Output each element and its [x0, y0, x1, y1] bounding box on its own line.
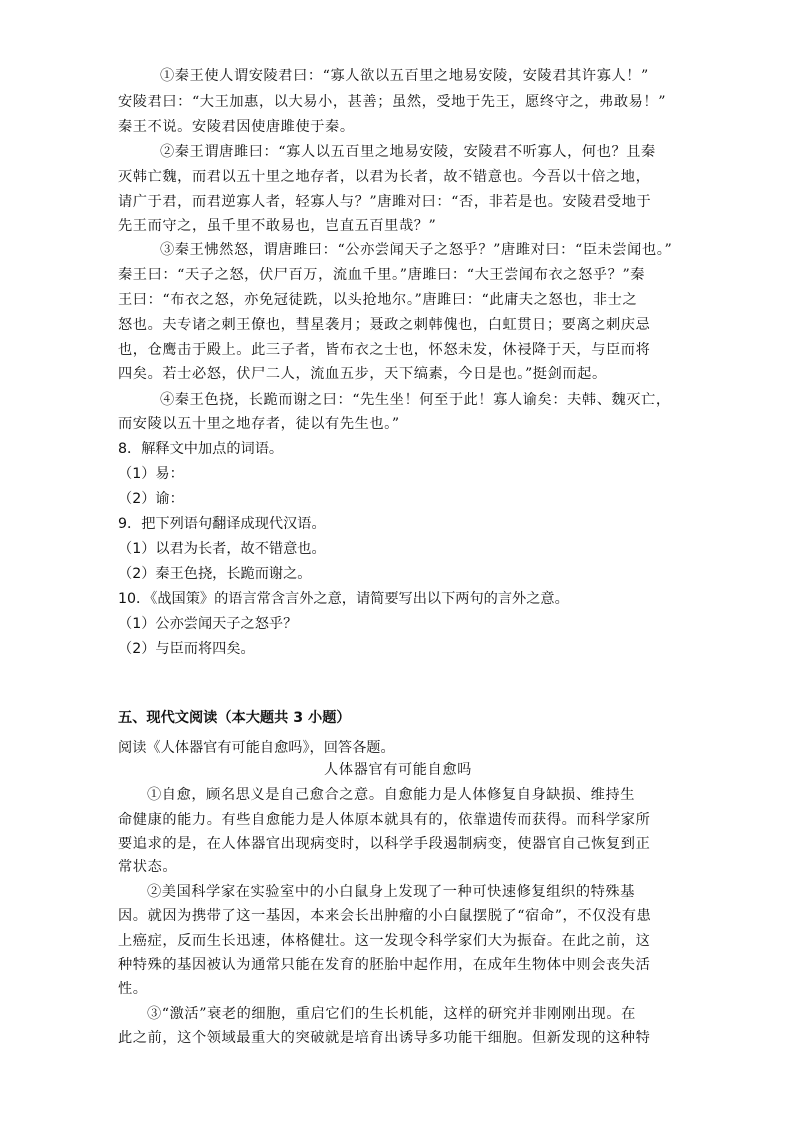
question-8-item-1: （1）易：: [118, 466, 184, 482]
passage-paragraph-3-line-2: 秦王曰：“天子之怒，伏尸百万，流血千里。”唐雎曰：“大王尝闻布衣之怒乎？”秦: [118, 267, 646, 283]
article-paragraph-2-line-4: 种特殊的基因被认为通常只能在发育的胚胎中起作用，在成年生物体中则会丧失活: [118, 957, 651, 973]
passage-paragraph-1-line-2: 安陵君曰：“大王加惠，以大易小，甚善；虽然，受地于先王，愿终守之，弗敢易！”: [118, 94, 667, 110]
article-paragraph-2-line-3: 上癌症，反而生长迅速，体格健壮。这一发现令科学家们大为振奋。在此之前，这: [118, 933, 651, 949]
question-9: 9．把下列语句翻译成现代汉语。: [118, 516, 326, 532]
passage-paragraph-2-line-1: ②秦王谓唐雎曰：“寡人以五百里之地易安陵，安陵君不听寡人，何也？且秦: [160, 144, 656, 160]
article-paragraph-2-line-5: 性。: [118, 981, 148, 997]
article-paragraph-1-line-1: ①自愈，顾名思义是自己愈合之意。自愈能力是人体修复自身缺损、维持生: [147, 787, 635, 803]
passage-paragraph-1-line-3: 秦王不说。安陵君因使唐雎使于秦。: [118, 119, 355, 135]
section-intro: 阅读《人体器官有可能自愈吗》，回答各题。: [118, 740, 395, 756]
question-8: 8．解释文中加点的词语。: [118, 441, 284, 457]
article-paragraph-2-line-1: ②美国科学家在实验室中的小白鼠身上发现了一种可快速修复组织的特殊基: [147, 884, 635, 900]
passage-paragraph-3-line-5: 也，仓鹰击于殿上。此三子者，皆布衣之士也，怀怒未发，休祲降于天，与臣而将: [118, 342, 651, 358]
passage-paragraph-2-line-3: 请广于君，而君逆寡人者，轻寡人与？”唐雎对曰：“否，非若是也。安陵君受地于: [118, 194, 652, 210]
question-8-item-2: （2）谕：: [118, 491, 184, 507]
question-10-item-2: （2）与臣而将四矣。: [118, 641, 255, 657]
passage-paragraph-4-line-1: ④秦王色挠，长跪而谢之曰：“先生坐！何至于此！寡人谕矣：夫韩、魏灭亡，: [160, 392, 671, 408]
article-paragraph-1-line-2: 命健康的能力。有些自愈能力是人体原本就具有的，依靠遗传而获得。而科学家所: [118, 812, 651, 828]
question-9-item-1: （1）以君为长者，故不错意也。: [118, 541, 326, 557]
passage-paragraph-3-line-6: 四矣。若士必怒，伏尸二人，流血五步，天下缟素，今日是也。”挺剑而起。: [118, 366, 607, 382]
article-paragraph-3-line-2: 此之前，这个领域最重大的突破就是培育出诱导多功能干细胞。但新发现的这种特: [118, 1030, 651, 1046]
article-paragraph-2-line-2: 因。就因为携带了这一基因，本来会长出肿瘤的小白鼠摆脱了“宿命”，不仅没有患: [118, 908, 652, 924]
question-10: 10．《战国策》的语言常含言外之意，请简要写出以下两句的言外之意。: [118, 591, 569, 607]
passage-paragraph-2-line-4: 先王而守之，虽千里不敢易也，岂直五百里哉？”: [118, 218, 437, 234]
passage-paragraph-2-line-2: 灭韩亡魏，而君以五十里之地存者，以君为长者，故不错意也。今吾以十倍之地，: [118, 169, 651, 185]
question-10-item-1: （1）公亦尝闻天子之怒乎？: [118, 616, 298, 632]
article-paragraph-3-line-1: ③“激活”衰老的细胞，重启它们的生长机能，这样的研究并非刚刚出现。在: [147, 1006, 636, 1022]
section-heading: 五、现代文阅读（本大题共 3 小题）: [118, 710, 351, 726]
article-paragraph-1-line-4: 常状态。: [118, 859, 178, 875]
passage-paragraph-3-line-4: 怒也。夫专诸之刺王僚也，彗星袭月；聂政之刺韩傀也，白虹贯日；要离之刺庆忌: [118, 317, 651, 333]
passage-paragraph-4-line-2: 而安陵以五十里之地存者，徒以有先生也。”: [118, 416, 400, 432]
question-9-item-2: （2）秦王色挠，长跪而谢之。: [118, 566, 312, 582]
article-title: 人体器官有可能自愈吗: [324, 762, 472, 778]
article-paragraph-1-line-3: 要追求的是，在人体器官出现病变时，以科学手段遏制病变，使器官自己恢复到正: [118, 836, 651, 852]
passage-paragraph-3-line-3: 王曰：“布衣之怒，亦免冠徒跣，以头抢地尔。”唐雎曰：“此庸夫之怒也，非士之: [118, 292, 638, 308]
passage-paragraph-3-line-1: ③秦王怫然怒，谓唐雎曰：“公亦尝闻天子之怒乎？”唐雎对曰：“臣未尝闻也。”: [160, 242, 673, 258]
passage-paragraph-1-line-1: ①秦王使人谓安陵君曰：“寡人欲以五百里之地易安陵，安陵君其许寡人！”: [160, 68, 649, 84]
